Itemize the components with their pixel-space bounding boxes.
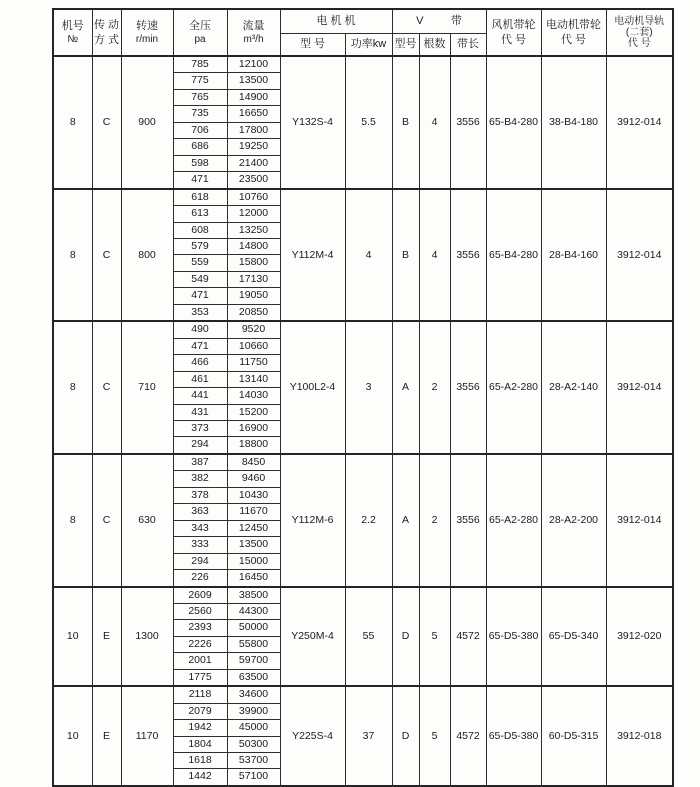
cell-motor-model: Y112M-4: [280, 189, 345, 322]
motor-rail-label-line2: (二套): [625, 26, 653, 38]
vbelt-label-v: V: [416, 14, 424, 27]
fan-pulley-label-line1: 风机带轮: [491, 19, 536, 32]
cell-flow: 10760: [227, 189, 280, 206]
cell-drive-mode: C: [92, 454, 121, 587]
cell-flow: 14900: [227, 89, 280, 105]
cell-flow: 16450: [227, 570, 280, 587]
cell-pressure: 1942: [173, 720, 227, 736]
cell-motor-pulley-code: 60-D5-315: [541, 686, 606, 786]
cell-fan-pulley-code: 65-D5-380: [486, 686, 541, 786]
cell-drive-mode: C: [92, 321, 121, 454]
cell-motor-rail-code: 3912-014: [606, 454, 673, 587]
col-header-pressure: [173, 9, 227, 56]
col-header-drive-mode: [92, 9, 121, 56]
cell-pressure: 373: [173, 420, 227, 436]
cell-motor-model: Y225S-4: [280, 686, 345, 786]
cell-motor-power: 2.2: [345, 454, 392, 587]
cell-speed: 800: [121, 189, 173, 322]
cell-motor-rail-code: 3912-018: [606, 686, 673, 786]
cell-pressure: 2226: [173, 636, 227, 652]
cell-speed: 630: [121, 454, 173, 587]
cell-pressure: 613: [173, 206, 227, 222]
cell-belt-length: 3556: [450, 189, 486, 322]
cell-belt-model: B: [392, 189, 419, 322]
cell-belt-count: 2: [419, 321, 450, 454]
cell-motor-model: Y250M-4: [280, 587, 345, 687]
cell-machine-no: 10: [53, 686, 92, 786]
cell-fan-pulley-code: 65-A2-280: [486, 321, 541, 454]
cell-motor-model: Y100L2-4: [280, 321, 345, 454]
cell-drive-mode: E: [92, 686, 121, 786]
cell-flow: 23500: [227, 172, 280, 189]
cell-pressure: 2118: [173, 686, 227, 703]
fan-spec-table: [52, 8, 674, 787]
table-row: [53, 56, 673, 73]
cell-flow: 10660: [227, 338, 280, 354]
cell-belt-model: D: [392, 686, 419, 786]
cell-flow: 13500: [227, 73, 280, 89]
cell-flow: 17130: [227, 271, 280, 287]
cell-flow: 11670: [227, 504, 280, 520]
speed-label: 转速: [136, 19, 158, 32]
cell-motor-pulley-code: 65-D5-340: [541, 587, 606, 687]
cell-pressure: 735: [173, 106, 227, 122]
cell-pressure: 471: [173, 338, 227, 354]
cell-flow: 16900: [227, 420, 280, 436]
cell-pressure: 471: [173, 288, 227, 304]
col-header-belt-length: 带长: [450, 34, 486, 57]
cell-belt-length: 4572: [450, 587, 486, 687]
cell-motor-pulley-code: 28-B4-160: [541, 189, 606, 322]
cell-pressure: 579: [173, 238, 227, 254]
cell-motor-rail-code: 3912-014: [606, 56, 673, 189]
cell-pressure: 785: [173, 56, 227, 73]
cell-flow: 13500: [227, 537, 280, 553]
cell-motor-pulley-code: 28-A2-200: [541, 454, 606, 587]
cell-speed: 1170: [121, 686, 173, 786]
cell-machine-no: 8: [53, 321, 92, 454]
col-header-motor-pulley: [541, 9, 606, 56]
cell-belt-length: 4572: [450, 686, 486, 786]
cell-pressure: 490: [173, 321, 227, 338]
cell-motor-pulley-code: 38-B4-180: [541, 56, 606, 189]
speed-unit: r/min: [135, 34, 159, 46]
cell-belt-model: A: [392, 454, 419, 587]
cell-pressure: 226: [173, 570, 227, 587]
cell-pressure: 549: [173, 271, 227, 287]
cell-flow: 8450: [227, 454, 280, 471]
table-row: [53, 189, 673, 206]
cell-flow: 20850: [227, 304, 280, 321]
cell-motor-model: Y132S-4: [280, 56, 345, 189]
table-row: [53, 454, 673, 471]
cell-flow: 15200: [227, 404, 280, 420]
cell-fan-pulley-code: 65-B4-280: [486, 56, 541, 189]
cell-flow: 59700: [227, 653, 280, 669]
cell-flow: 55800: [227, 636, 280, 652]
cell-machine-no: 8: [53, 454, 92, 587]
cell-flow: 12100: [227, 56, 280, 73]
cell-flow: 14800: [227, 238, 280, 254]
cell-flow: 19250: [227, 139, 280, 155]
cell-pressure: 765: [173, 89, 227, 105]
cell-pressure: 353: [173, 304, 227, 321]
cell-motor-power: 4: [345, 189, 392, 322]
cell-belt-count: 4: [419, 189, 450, 322]
cell-belt-length: 3556: [450, 454, 486, 587]
cell-flow: 38500: [227, 587, 280, 604]
col-header-machine-no: [53, 9, 92, 56]
col-header-flow: [227, 9, 280, 56]
cell-pressure: 598: [173, 155, 227, 171]
cell-pressure: 686: [173, 139, 227, 155]
cell-flow: 45000: [227, 720, 280, 736]
flow-label: 流量: [242, 19, 265, 32]
cell-pressure: 775: [173, 73, 227, 89]
fan-pulley-label-line2: 代 号: [500, 33, 527, 46]
flow-unit: m³/h: [243, 34, 264, 46]
cell-pressure: 363: [173, 504, 227, 520]
cell-speed: 900: [121, 56, 173, 189]
col-header-speed: [121, 9, 173, 56]
cell-flow: 50000: [227, 620, 280, 636]
cell-flow: 15000: [227, 553, 280, 569]
col-header-motor-rail: [606, 9, 673, 56]
cell-motor-model: Y112M-6: [280, 454, 345, 587]
cell-flow: 9520: [227, 321, 280, 338]
cell-flow: 18800: [227, 437, 280, 454]
cell-motor-rail-code: 3912-014: [606, 321, 673, 454]
cell-flow: 53700: [227, 753, 280, 769]
cell-pressure: 378: [173, 487, 227, 503]
cell-machine-no: 10: [53, 587, 92, 687]
cell-pressure: 559: [173, 255, 227, 271]
cell-motor-power: 3: [345, 321, 392, 454]
table-row: [53, 686, 673, 703]
cell-pressure: 1442: [173, 769, 227, 786]
cell-belt-count: 2: [419, 454, 450, 587]
cell-flow: 12000: [227, 206, 280, 222]
cell-machine-no: 8: [53, 189, 92, 322]
cell-pressure: 706: [173, 122, 227, 138]
cell-pressure: 608: [173, 222, 227, 238]
cell-fan-pulley-code: 65-D5-380: [486, 587, 541, 687]
cell-pressure: 294: [173, 437, 227, 454]
group-header-vbelt: [392, 9, 486, 34]
motor-pulley-label-line2: 代 号: [560, 33, 587, 46]
cell-belt-count: 5: [419, 686, 450, 786]
cell-flow: 17800: [227, 122, 280, 138]
col-header-motor-power: 功率kw: [345, 34, 392, 57]
cell-belt-model: D: [392, 587, 419, 687]
col-header-fan-pulley: [486, 9, 541, 56]
cell-flow: 10430: [227, 487, 280, 503]
cell-pressure: 294: [173, 553, 227, 569]
cell-pressure: 2079: [173, 703, 227, 719]
motor-rail-label-line3: 代 号: [627, 38, 651, 50]
machine-no-unit: №: [67, 34, 79, 46]
machine-no-label: 机号: [61, 19, 84, 32]
cell-flow: 9460: [227, 471, 280, 487]
cell-speed: 710: [121, 321, 173, 454]
motor-pulley-label-line1: 电动机带轮: [546, 19, 602, 32]
cell-pressure: 471: [173, 172, 227, 189]
col-header-belt-count: 根数: [419, 34, 450, 57]
group-header-motor: 电 机 机: [280, 9, 392, 34]
cell-drive-mode: C: [92, 56, 121, 189]
cell-flow: 13140: [227, 371, 280, 387]
cell-flow: 11750: [227, 355, 280, 371]
cell-flow: 57100: [227, 769, 280, 786]
cell-pressure: 461: [173, 371, 227, 387]
motor-rail-label-line1: 电动机导轨: [614, 15, 665, 27]
col-header-motor-model: 型 号: [280, 34, 345, 57]
cell-pressure: 1775: [173, 669, 227, 686]
cell-flow: 44300: [227, 603, 280, 619]
cell-motor-power: 5.5: [345, 56, 392, 189]
cell-pressure: 466: [173, 355, 227, 371]
cell-motor-rail-code: 3912-020: [606, 587, 673, 687]
vbelt-label-belt: 带: [450, 14, 462, 27]
cell-belt-length: 3556: [450, 321, 486, 454]
cell-pressure: 333: [173, 537, 227, 553]
cell-flow: 19050: [227, 288, 280, 304]
cell-flow: 15800: [227, 255, 280, 271]
col-header-belt-model: 型号: [392, 34, 419, 57]
cell-motor-rail-code: 3912-014: [606, 189, 673, 322]
cell-motor-pulley-code: 28-A2-140: [541, 321, 606, 454]
cell-pressure: 2001: [173, 653, 227, 669]
cell-speed: 1300: [121, 587, 173, 687]
cell-flow: 16650: [227, 106, 280, 122]
cell-flow: 14030: [227, 388, 280, 404]
table-row: [53, 587, 673, 604]
cell-pressure: 441: [173, 388, 227, 404]
cell-pressure: 2560: [173, 603, 227, 619]
cell-pressure: 343: [173, 520, 227, 536]
table-header: [53, 9, 673, 56]
cell-pressure: 2393: [173, 620, 227, 636]
cell-machine-no: 8: [53, 56, 92, 189]
drive-label-line2: 方 式: [93, 33, 120, 46]
cell-pressure: 618: [173, 189, 227, 206]
cell-flow: 50300: [227, 736, 280, 752]
cell-flow: 21400: [227, 155, 280, 171]
pressure-label: 全压: [189, 19, 211, 32]
cell-pressure: 1618: [173, 753, 227, 769]
cell-flow: 39900: [227, 703, 280, 719]
cell-pressure: 387: [173, 454, 227, 471]
cell-flow: 34600: [227, 686, 280, 703]
drive-label-line1: 传 动: [93, 19, 120, 32]
cell-pressure: 1804: [173, 736, 227, 752]
cell-belt-count: 4: [419, 56, 450, 189]
cell-belt-count: 5: [419, 587, 450, 687]
table-row: [53, 321, 673, 338]
cell-pressure: 382: [173, 471, 227, 487]
cell-flow: 12450: [227, 520, 280, 536]
cell-drive-mode: C: [92, 189, 121, 322]
cell-flow: 13250: [227, 222, 280, 238]
cell-pressure: 431: [173, 404, 227, 420]
cell-drive-mode: E: [92, 587, 121, 687]
cell-fan-pulley-code: 65-B4-280: [486, 189, 541, 322]
cell-pressure: 2609: [173, 587, 227, 604]
cell-motor-power: 55: [345, 587, 392, 687]
cell-flow: 63500: [227, 669, 280, 686]
cell-motor-power: 37: [345, 686, 392, 786]
pressure-unit: pa: [194, 34, 206, 46]
cell-belt-model: B: [392, 56, 419, 189]
table-body: [53, 56, 673, 786]
cell-belt-length: 3556: [450, 56, 486, 189]
cell-belt-model: A: [392, 321, 419, 454]
cell-fan-pulley-code: 65-A2-280: [486, 454, 541, 587]
